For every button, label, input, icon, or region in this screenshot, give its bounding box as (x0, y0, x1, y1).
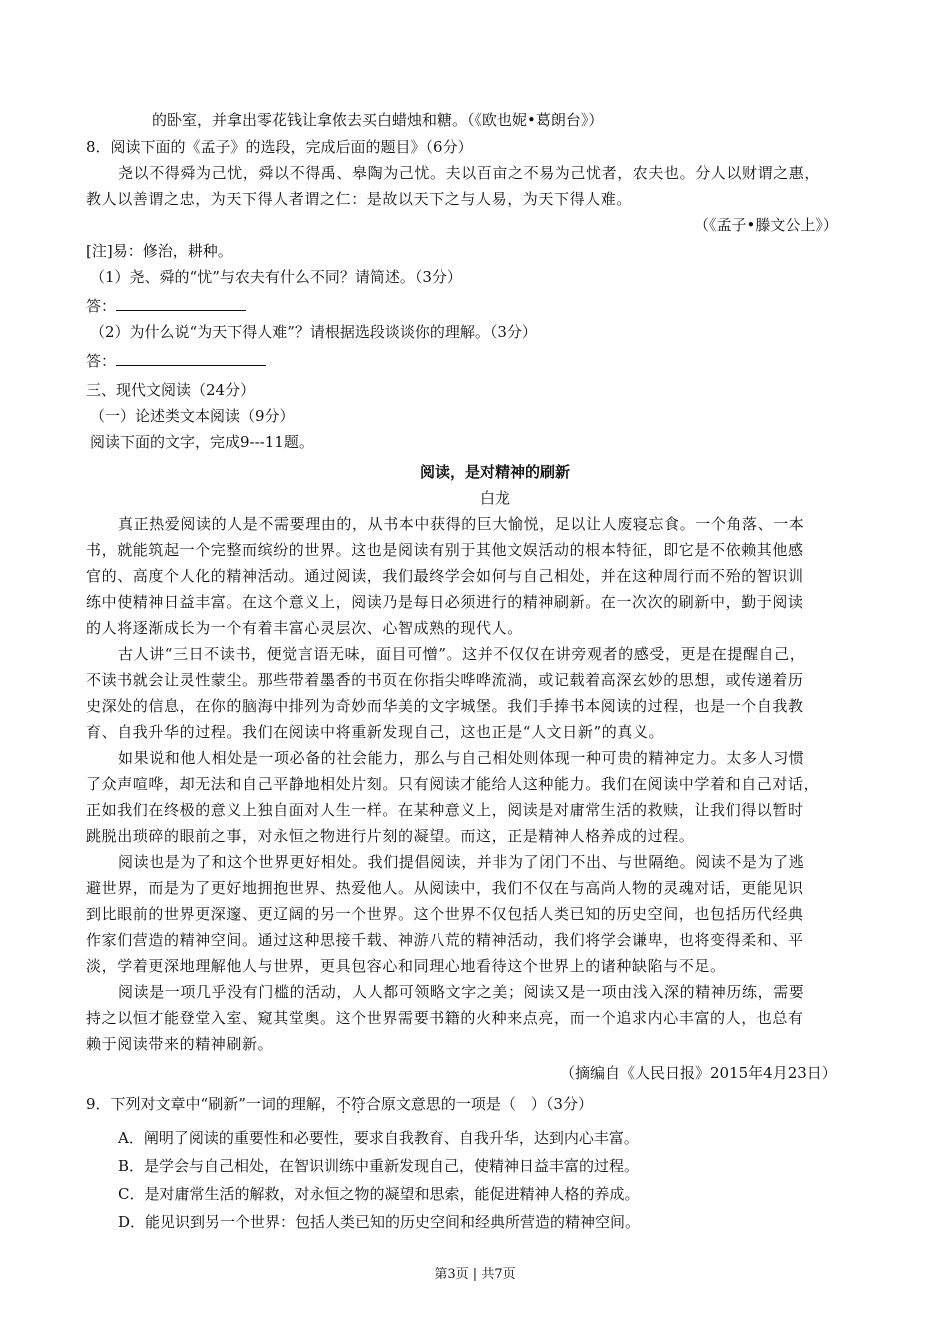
page-footer: 第3页 | 共7页 (434, 1267, 516, 1282)
answer-label: 答： (86, 297, 117, 315)
section-3-subtitle: （一）论述类文本阅读（9分） (90, 407, 295, 425)
option-d[interactable]: D．能见识到另一个世界：包括人类已知的历史空间和经典所营造的精神空间。 (118, 1213, 641, 1231)
emphasis-char-2: 符 (350, 1095, 366, 1113)
article-author: 白龙 (479, 489, 510, 507)
mencius-passage-line-1: 尧以不得舜为己忧，舜以不得禹、皋陶为己忧。夫以百亩之不易为己忧者，农夫也。分人以财谓之惠， (118, 164, 821, 182)
article-line: 跳脱出琐碎的眼前之事，对永恒之物进行片刻的凝望。而这，正是精神人格养成的过程。 (86, 827, 695, 845)
answer-line-2 (86, 351, 266, 371)
article-line: 古人讲“三日不读书，便觉言语无味，面目可憎”。这并不仅仅在讲旁观者的感受，更是在提醒自己， (118, 645, 806, 663)
question-9-stem-pre: 9．下列对文章中“刷新”一词的理解， (86, 1095, 336, 1113)
answer-line-1 (86, 296, 246, 316)
article-line: 作家们营造的精神空间。通过这种思接千载、神游八荒的精神活动，我们将学会谦卑，也将变得柔和、平 (86, 931, 804, 949)
option-a[interactable]: A．阐明了阅读的重要性和必要性，要求自我教育、自我升华，达到内心丰富。 (118, 1129, 639, 1147)
article-line: 持之以恒才能登堂入室、窥其堂奥。这个世界需要书籍的火种来点亮，而一个追求内心丰富的人，也总有 (86, 1009, 804, 1027)
mencius-passage-line-2: 教人以善谓之忠，为天下得人者谓之仁：是故以天下之与人易，为天下得人难。 (86, 190, 633, 208)
article-line: 史深处的信息，在你的脑海中排列为奇妙而华美的文字城堡。我们手捧书本阅读的过程，也是一个自我教 (86, 697, 804, 715)
article-title: 阅读，是对精神的刷新 (419, 463, 570, 481)
article-line: 书，就能筑起一个完整而缤纷的世界。这也是阅读有别于其他文娱活动的根本特征，即它是不依赖其他感 (86, 541, 804, 559)
reading-instruction: 阅读下面的文字，完成9---11题。 (90, 433, 314, 451)
option-b[interactable]: B．是学会与自己相处，在智识训练中重新发现自己，使精神日益丰富的过程。 (118, 1157, 640, 1175)
article-line: 真正热爱阅读的人是不需要理由的，从书本中获得的巨大愉悦，足以让人废寝忘食。一个角落、一本 (118, 515, 805, 533)
article-line: 到比眼前的世界更深邃、更辽阔的另一个世界。这个世界不仅包括人类已知的历史空间，也包括历代经典 (86, 905, 804, 923)
article-line: 了众声喧哗，却无法和自己平静地相处片刻。只有阅读才能给人这种能力。我们在阅读中学着和自己对话， (86, 775, 820, 793)
article-line: 淡，学着更深地理解他人与世界，更具包容心和同理心地看待这个世界上的诸种缺陷与不足。 (86, 957, 726, 975)
annotation-note: [注]易：修治，耕种。 (86, 242, 233, 260)
mencius-source: （《孟子•滕文公上》） (694, 216, 838, 234)
section-3-title: 三、现代文阅读（24分） (86, 381, 256, 399)
question-9-stem (86, 1094, 593, 1114)
article-line: 正如我们在终极的意义上独自面对人生一样。在某种意义上，阅读是对庸常生活的救赎，让我们得以暂时 (86, 801, 804, 819)
article-line: 阅读是一项几乎没有门槛的活动，人人都可领略文字之美；阅读又是一项由浅入深的精神历练，需要 (118, 983, 805, 1001)
article-line: 如果说和他人相处是一项必备的社会能力，那么与自己相处则体现一种可贵的精神定力。太多人习惯 (118, 749, 805, 767)
question-8-title: 8．阅读下面的《孟子》的选段，完成后面的题目》（6分） (86, 138, 473, 156)
article-line: 赖于阅读带来的精神刷新。 (86, 1035, 274, 1053)
article-line: 的人将逐渐成长为一个有着丰富心灵层次、心智成熟的现代人。 (86, 619, 523, 637)
article-line: 练中使精神日益丰富。在这个意义上，阅读乃是每日必须进行的精神刷新。在一次次的刷新中，勤于阅读 (86, 593, 804, 611)
answer-blank-1[interactable] (116, 296, 246, 311)
article-line: 不读书就会让灵性蒙尘。那些带着墨香的书页在你指尖哗哗流淌，或记载着高深玄妙的思想，或传递着历 (86, 671, 804, 689)
article-line: 避世界，而是为了更好地拥抱世界、热爱他人。从阅读中，我们不仅在与高尚人物的灵魂对话，更能见识 (86, 879, 804, 897)
question-8-2: （2）为什么说“为天下得人难”？请根据选段谈谈你的理解。（3分） (90, 323, 537, 341)
answer-label: 答： (86, 352, 117, 370)
article-source: （摘编自《人民日报》2015年4月23日） (560, 1064, 837, 1082)
answer-blank-2[interactable] (116, 351, 266, 366)
article-line: 育、自我升华的过程。我们在阅读中将重新发现自己，这也正是“人文日新”的真义。 (86, 723, 665, 741)
option-c[interactable]: C．是对庸常生活的解救，对永恒之物的凝望和思索，能促进精神人格的养成。 (118, 1185, 640, 1203)
question-8-1: （1）尧、舜的“忧”与农夫有什么不同？请简述。（3分） (90, 268, 462, 286)
article-line: 官的、高度个人化的精神活动。通过阅读，我们最终学会如何与自己相处，并在这种周行而不殆的智识训 (86, 567, 804, 585)
article-line: 阅读也是为了和这个世界更好相处。我们提倡阅读，并非为了闭门不出、与世隔绝。阅读不是为了逃 (118, 853, 805, 871)
previous-answer-tail: 的卧室，并拿出零花钱让拿侬去买白蜡烛和糖。（《欧也妮•葛朗台》） (152, 111, 604, 129)
question-9-stem-post: 合原文意思的一项是（ ）（3分） (365, 1095, 593, 1113)
emphasis-char-1: 不 (335, 1095, 351, 1113)
